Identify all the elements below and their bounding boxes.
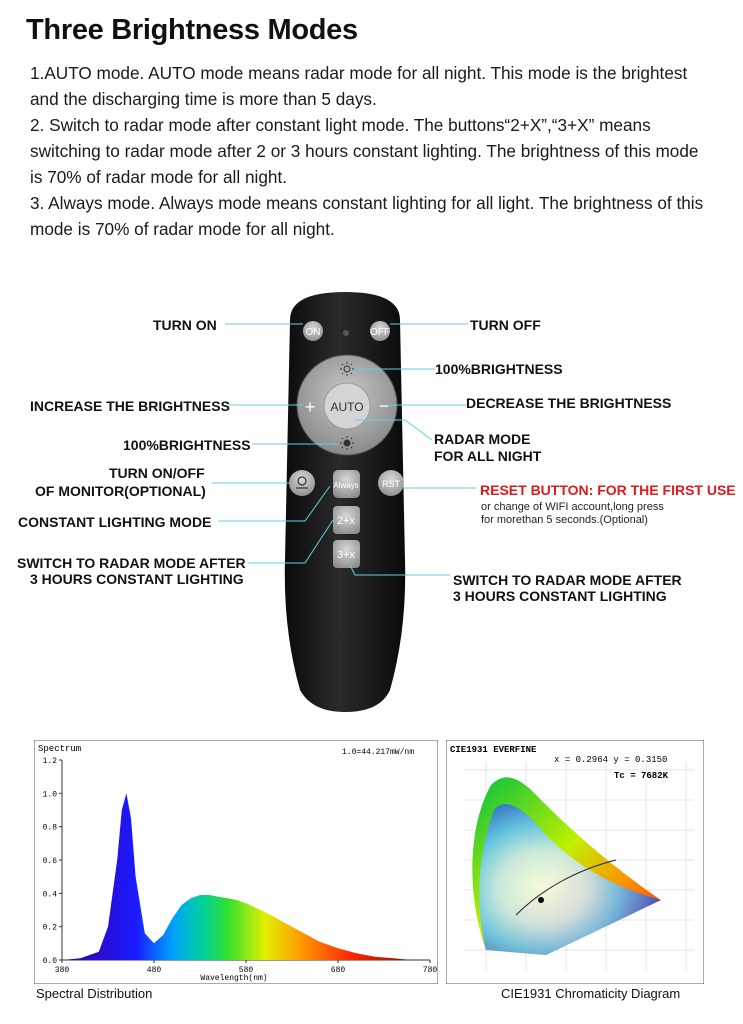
auto-button-text: AUTO bbox=[330, 400, 364, 414]
cie-coords: x = 0.2964 y = 0.3150 bbox=[554, 755, 668, 765]
label-switch-right-1: SWITCH TO RADAR MODE AFTER bbox=[453, 572, 682, 588]
label-increase-brightness: INCREASE THE BRIGHTNESS bbox=[30, 398, 230, 414]
two-x-button-text: 2+x bbox=[336, 515, 356, 527]
x-tick-label: 680 bbox=[330, 966, 346, 975]
three-x-button-text: 3+x bbox=[336, 549, 356, 561]
spectrum-chart bbox=[34, 740, 438, 984]
cie-measured-point bbox=[538, 897, 544, 903]
label-radar-line2: FOR ALL NIGHT bbox=[434, 448, 542, 464]
chart-title: Spectrum bbox=[38, 744, 82, 754]
y-tick-label: 1.2 bbox=[42, 757, 57, 766]
cie-chart bbox=[446, 740, 704, 984]
paragraph-auto-mode: 1.AUTO mode. AUTO mode means radar mode for all night. This mode is the brightest and the discharging time is more than 5 days. bbox=[30, 63, 688, 109]
label-radar-line1: RADAR MODE bbox=[434, 431, 531, 447]
monitor-button-shape bbox=[289, 470, 315, 496]
cie-tc: Tc = 7682K bbox=[614, 771, 669, 781]
x-tick-label: 380 bbox=[54, 966, 70, 975]
label-constant-lighting: CONSTANT LIGHTING MODE bbox=[18, 514, 212, 530]
label-monitor-line1: TURN ON/OFF bbox=[109, 465, 205, 481]
y-tick-label: 1.0 bbox=[42, 790, 57, 800]
chart-annotation: 1.0=44.217mW/nm bbox=[342, 748, 415, 757]
on-button-text: ON bbox=[305, 327, 321, 338]
label-reset-note-2: for morethan 5 seconds.(Optional) bbox=[481, 514, 648, 526]
label-switch-left-2: 3 HOURS CONSTANT LIGHTING bbox=[30, 571, 244, 587]
minus-button-text: − bbox=[378, 396, 390, 416]
label-reset-note-1: or change of WIFI account,long press bbox=[481, 501, 664, 513]
cie-title: CIE1931 EVERFINE bbox=[450, 745, 537, 755]
label-switch-left-1: SWITCH TO RADAR MODE AFTER bbox=[17, 555, 246, 571]
y-tick-label: 0.8 bbox=[42, 823, 57, 833]
x-tick-label: 580 bbox=[238, 966, 254, 975]
cie-caption: CIE1931 Chromaticity Diagram bbox=[501, 986, 681, 1001]
always-button-text: Always bbox=[333, 481, 359, 490]
plus-button-text: + bbox=[304, 397, 316, 417]
rst-button-text: RST bbox=[382, 479, 400, 489]
off-button-text: OFF bbox=[370, 327, 390, 338]
page-title: Three Brightness Modes bbox=[26, 14, 358, 46]
x-tick-label: 480 bbox=[146, 966, 162, 975]
label-turn-on: TURN ON bbox=[153, 317, 217, 333]
label-brightness-bottom: 100%BRIGHTNESS bbox=[123, 437, 251, 453]
label-reset-button: RESET BUTTON: FOR THE FIRST USE bbox=[480, 482, 736, 498]
paragraph-switch-mode: 2. Switch to radar mode after constant light mode. The buttons“2+X”,“3+X” means switching to radar mode after 2 or 3 hours constant lighting. The brightness of this mode is 70% of radar mode for all night. bbox=[30, 115, 699, 187]
paragraph-always-mode: 3. Always mode. Always mode means constant lighting for all light. The brightness of this mode is 70% of radar mode for all night. bbox=[30, 193, 704, 239]
label-decrease-brightness: DECREASE THE BRIGHTNESS bbox=[466, 395, 672, 411]
ir-sensor-icon bbox=[343, 330, 349, 336]
spectrum-caption: Spectral Distribution bbox=[36, 986, 153, 1001]
label-turn-off: TURN OFF bbox=[470, 317, 541, 333]
label-monitor-line2: OF MONITOR(OPTIONAL) bbox=[35, 483, 206, 499]
x-tick-label: 780 bbox=[422, 966, 438, 975]
y-tick-label: 0.6 bbox=[42, 857, 57, 866]
label-brightness-top: 100%BRIGHTNESS bbox=[435, 361, 563, 377]
y-tick-label: 0.4 bbox=[42, 890, 57, 900]
y-tick-label: 0.2 bbox=[42, 923, 57, 933]
label-switch-right-2: 3 HOURS CONSTANT LIGHTING bbox=[453, 588, 667, 604]
y-tick-label: 0.0 bbox=[42, 957, 57, 966]
x-axis-label: Wavelength(nm) bbox=[200, 974, 268, 983]
